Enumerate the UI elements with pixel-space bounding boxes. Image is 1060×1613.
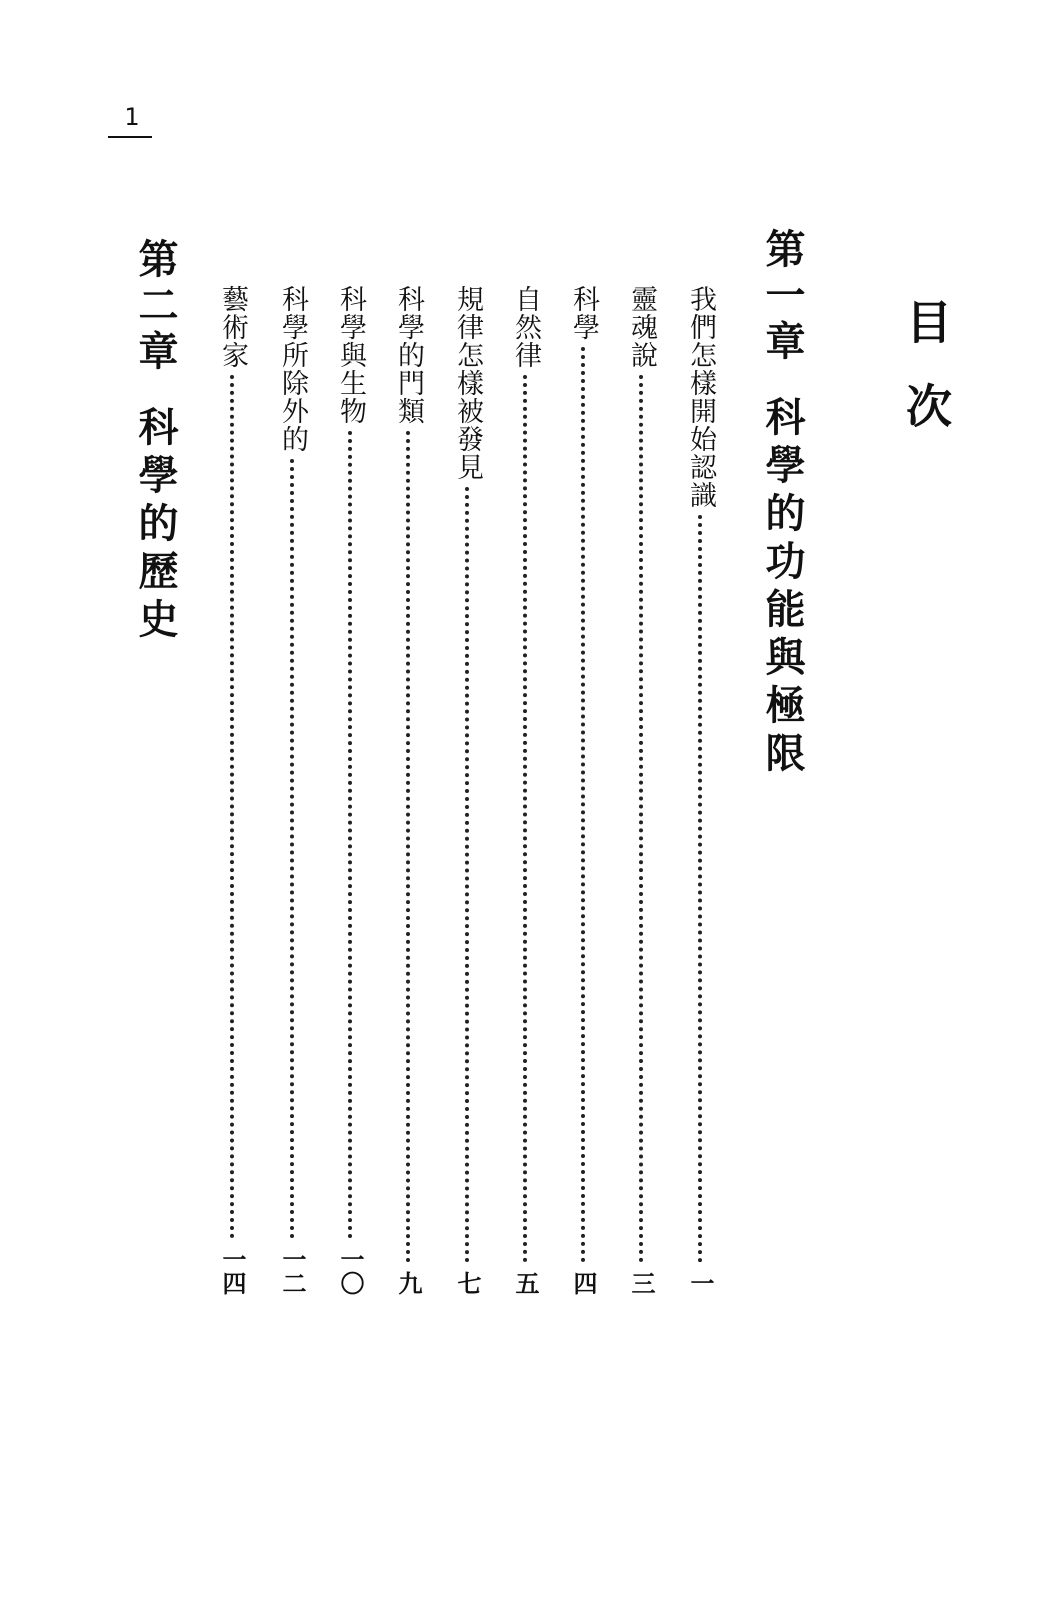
chapter-title: 科學的歷史 [132, 406, 179, 646]
chapter-heading-1 [760, 228, 804, 780]
toc-entry-title: 藝術家 [217, 285, 248, 369]
dot-leader [290, 459, 294, 1239]
toc-entry-title: 科學與生物 [335, 285, 366, 425]
toc-entry-title: 我們怎樣開始認識 [685, 285, 716, 509]
toc-title: 目次 [899, 298, 953, 466]
dot-leader [581, 347, 585, 1263]
toc-entry[interactable] [450, 285, 484, 1295]
page-number-underline [108, 136, 152, 138]
toc-entry-page: 三 [627, 1271, 656, 1295]
toc-entry[interactable] [391, 285, 425, 1295]
dot-leader [230, 375, 234, 1239]
toc-entry-title: 自然律 [510, 285, 541, 369]
toc-entry[interactable] [508, 285, 542, 1295]
toc-entry-page: 一二 [278, 1247, 307, 1295]
toc-entry-title: 科學的門類 [393, 285, 424, 425]
toc-entry-title: 規律怎樣被發見 [452, 285, 483, 481]
dot-leader [698, 515, 702, 1263]
toc-entry-title: 科學 [568, 285, 599, 341]
toc-entry[interactable] [215, 285, 249, 1295]
toc-entry-page: 一四 [218, 1247, 247, 1295]
chapter-title: 科學的功能與極限 [759, 396, 806, 780]
toc-entry-title: 科學所除外的 [277, 285, 308, 453]
chapter-label: 第二章 [132, 238, 179, 376]
toc-entry-page: 九 [394, 1271, 423, 1295]
dot-leader [348, 431, 352, 1239]
toc-entry-title: 靈魂說 [626, 285, 657, 369]
page-number: 1 [124, 103, 140, 131]
toc-entry[interactable] [683, 285, 717, 1295]
dot-leader [523, 375, 527, 1263]
toc-entry[interactable] [275, 285, 309, 1295]
toc-entry[interactable] [566, 285, 600, 1295]
toc-entry[interactable] [333, 285, 367, 1295]
dot-leader [406, 431, 410, 1263]
toc-entry-page: 五 [511, 1271, 540, 1295]
chapter-label: 第一章 [759, 228, 806, 366]
dot-leader [465, 487, 469, 1263]
chapter-heading-2 [133, 238, 177, 646]
toc-entry-page: 四 [569, 1271, 598, 1295]
toc-entry-page: 一〇 [336, 1247, 365, 1295]
toc-entry[interactable] [624, 285, 658, 1295]
toc-entry-page: 七 [453, 1271, 482, 1295]
dot-leader [639, 375, 643, 1263]
toc-entry-page: 一 [686, 1271, 715, 1295]
